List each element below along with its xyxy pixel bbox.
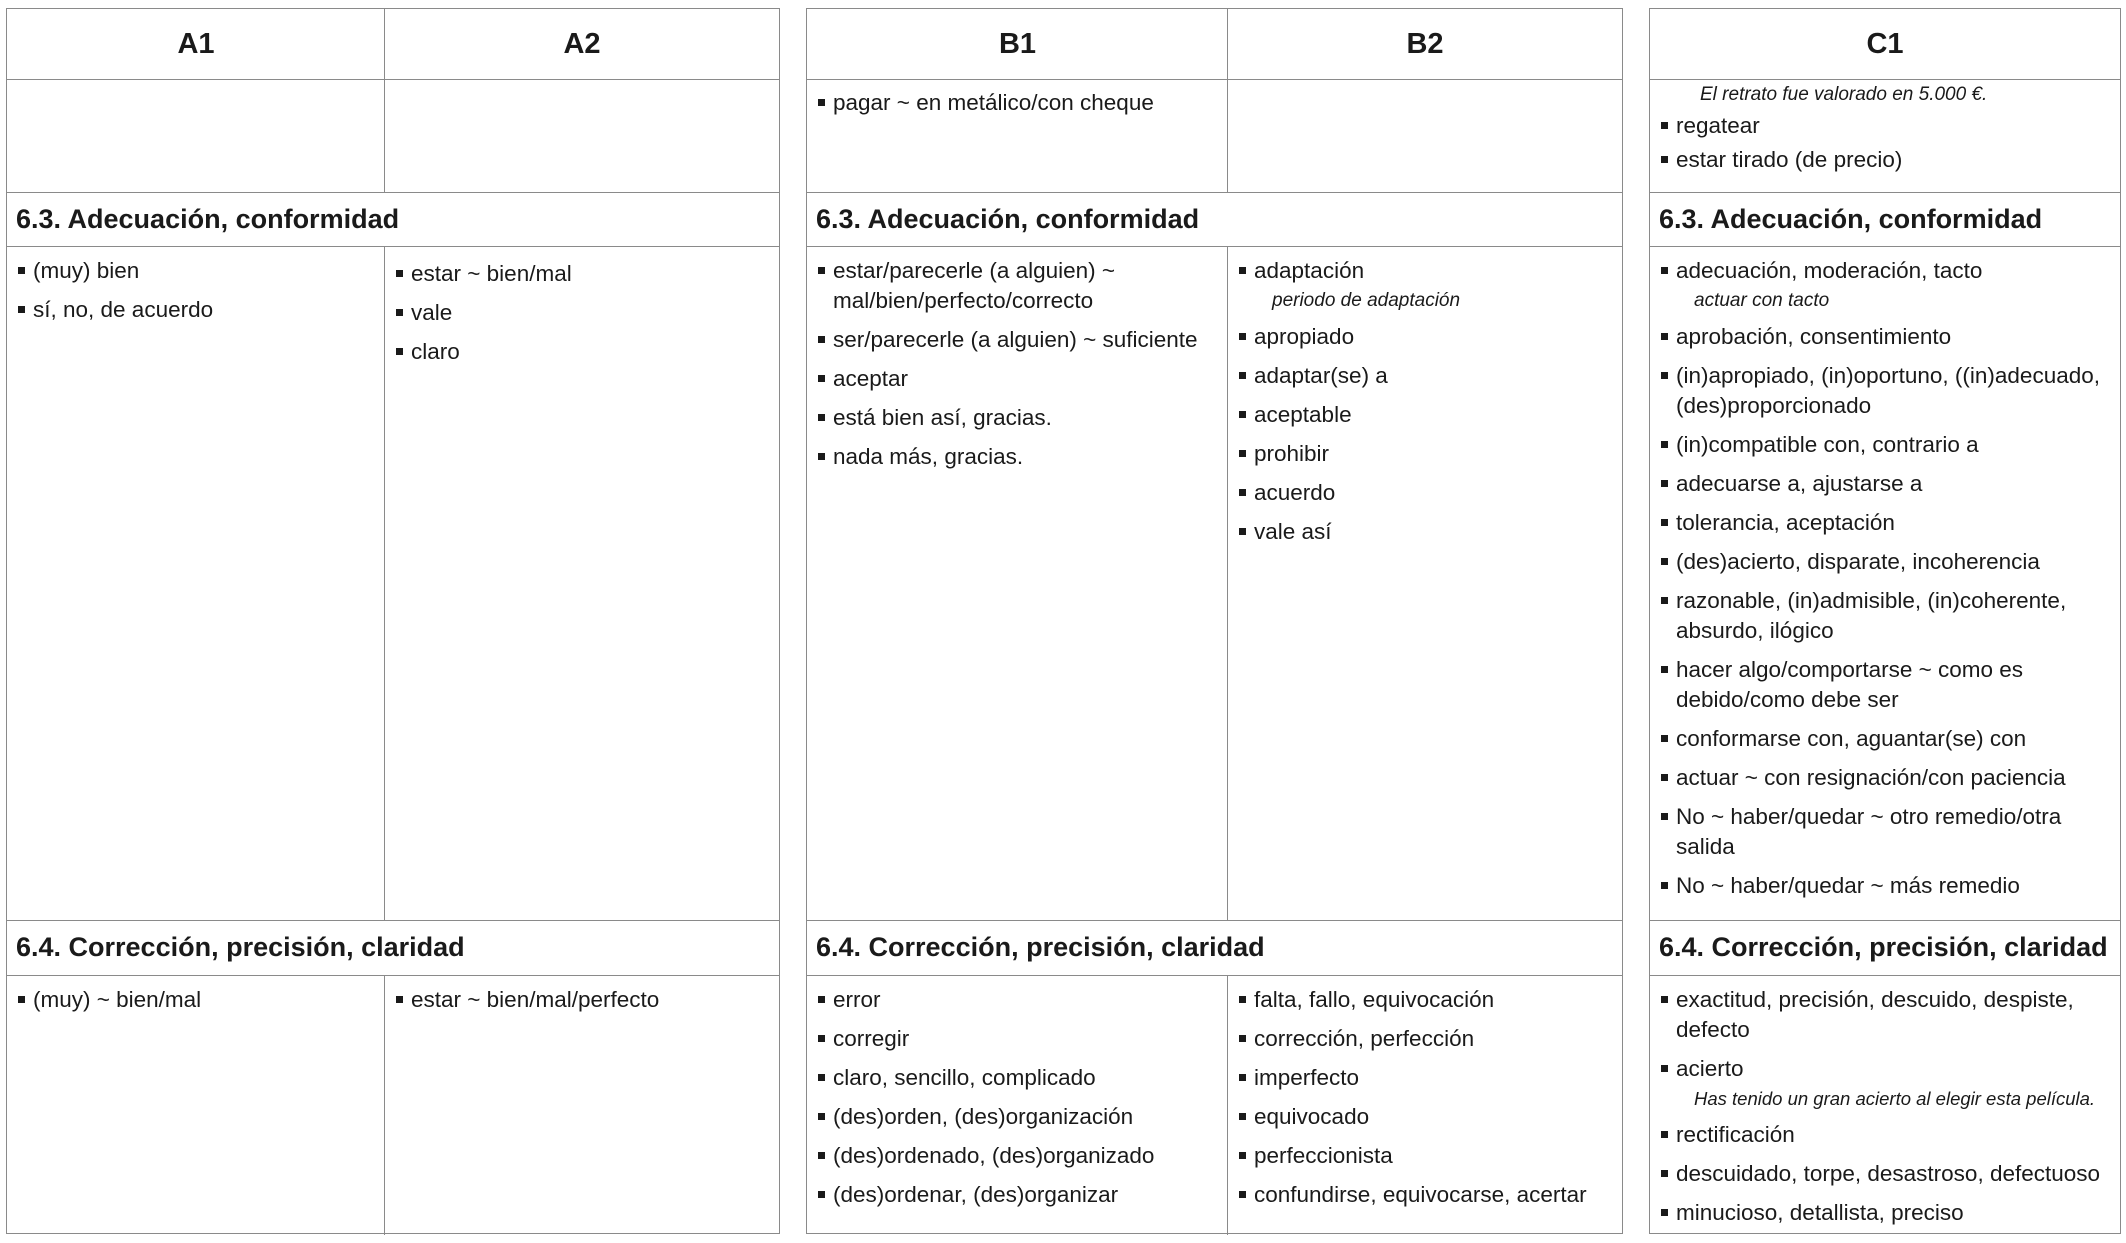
list-item: adecuación, moderación, tacto: [1660, 256, 2114, 286]
list-item: prohibir: [1238, 439, 1616, 469]
cell-6-4-c1: [1650, 985, 2120, 1237]
divider: [807, 246, 1622, 247]
list-item: claro: [395, 337, 773, 367]
list-item: (muy) ~ bien/mal: [17, 985, 378, 1015]
list-item: ser/parecerle (a alguien) ~ suficiente: [817, 325, 1221, 355]
divider: [1650, 975, 2120, 976]
example-item: [1238, 289, 1616, 313]
list-item: regatear: [1660, 111, 2114, 141]
column-header-b1: B1: [998, 27, 1037, 60]
list-item: error: [817, 985, 1221, 1015]
list-item: acuerdo: [1238, 478, 1616, 508]
list-item: estar ~ bien/mal: [395, 259, 773, 289]
header-row-c: [1650, 9, 2120, 80]
cell-6-3-b2: [1228, 256, 1622, 556]
list-item: acierto: [1660, 1054, 2114, 1084]
example-text: Has tenido un gran acierto al elegir esta película.: [1694, 1088, 2096, 1109]
example-item: [1660, 289, 2114, 313]
list-item: exactitud, precisión, descuido, despiste, defecto: [1660, 985, 2114, 1045]
list-item: imperfecto: [1238, 1063, 1616, 1093]
list-item: sí, no, de acuerdo: [17, 295, 378, 325]
divider: [807, 975, 1622, 976]
list-item: minucioso, detallista, preciso: [1660, 1198, 2114, 1228]
section-title-6-4: 6.4. Corrección, precisión, claridad: [16, 931, 465, 962]
column-header-a2: A2: [563, 27, 601, 60]
list-item: corrección, perfección: [1238, 1024, 1616, 1054]
level-block-b: [806, 8, 1623, 1234]
cell-top-b1: [807, 88, 1227, 127]
section-title-6-3: 6.3. Adecuación, conformidad: [1659, 203, 2043, 234]
cell-6-4-b1: [807, 985, 1227, 1219]
list-item: (muy) bien: [17, 256, 378, 286]
section-title-6-4: 6.4. Corrección, precisión, claridad: [816, 931, 1265, 962]
list-item: (in)compatible con, contrario a: [1660, 430, 2114, 460]
example-text: El retrato fue valorado en 5.000 €.: [1700, 84, 1988, 105]
section-title-6-3: 6.3. Adecuación, conformidad: [816, 203, 1200, 234]
list-item: (des)acierto, disparate, incoherencia: [1660, 547, 2114, 577]
list-item: hacer algo/comportarse ~ como es debido/como debe ser: [1660, 655, 2114, 715]
divider: [7, 975, 779, 976]
list-item: descuidado, torpe, desastroso, defectuoso: [1660, 1159, 2114, 1189]
list-item: está bien así, gracias.: [817, 403, 1221, 433]
list-item: corregir: [817, 1024, 1221, 1054]
list-item: (in)apropiado, (in)oportuno, ((in)adecuado, (des)proporcionado: [1660, 361, 2114, 421]
header-row-a: [7, 9, 779, 80]
list-item: (des)orden, (des)organización: [817, 1102, 1221, 1132]
column-header-b2: B2: [1406, 27, 1444, 60]
cell-6-3-b1: [807, 256, 1227, 481]
example-item: [1660, 1087, 2114, 1111]
list-item: estar ~ bien/mal/perfecto: [395, 985, 773, 1015]
divider: [384, 9, 385, 192]
list-item: apropiado: [1238, 322, 1616, 352]
list-item: estar tirado (de precio): [1660, 145, 2114, 175]
list-item: tolerancia, aceptación: [1660, 508, 2114, 538]
list-item: (des)ordenado, (des)organizado: [817, 1141, 1221, 1171]
list-item: confundirse, equivocarse, acertar: [1238, 1180, 1616, 1210]
list-item: No ~ haber/quedar ~ otro remedio/otra salida: [1660, 802, 2114, 862]
example-text: periodo de adaptación: [1272, 290, 1461, 311]
list-item: claro, sencillo, complicado: [817, 1063, 1221, 1093]
list-item: No ~ haber/quedar ~ más remedio: [1660, 871, 2114, 901]
list-item: adaptación: [1238, 256, 1616, 286]
level-block-a: [6, 8, 780, 1234]
cell-6-4-a1: [7, 985, 384, 1024]
list-item: equivocado: [1238, 1102, 1616, 1132]
list-item: razonable, (in)admisible, (in)coherente, absurdo, ilógico: [1660, 586, 2114, 646]
list-item: nada más, gracias.: [817, 442, 1221, 472]
list-item: rectificación: [1660, 1120, 2114, 1150]
list-item: estar/parecerle (a alguien) ~ mal/bien/perfecto/correcto: [817, 256, 1221, 316]
section-title-6-4: 6.4. Corrección, precisión, claridad: [1659, 931, 2108, 962]
cell-6-4-b2: [1228, 985, 1622, 1219]
list-item: aceptable: [1238, 400, 1616, 430]
list-item: aceptar: [817, 364, 1221, 394]
header-row-b: [807, 9, 1622, 80]
column-header-a1: A1: [177, 27, 215, 60]
cell-top-c1: [1650, 83, 2120, 179]
cell-6-3-c1: [1650, 256, 2120, 910]
list-item: pagar ~ en metálico/con cheque: [817, 88, 1221, 118]
cell-6-3-a2: [385, 259, 779, 376]
example-text: actuar con tacto: [1694, 290, 1830, 311]
column-header-c1: C1: [1866, 27, 1904, 60]
list-item: adecuarse a, ajustarse a: [1660, 469, 2114, 499]
list-item: conformarse con, aguantar(se) con: [1660, 724, 2114, 754]
list-item: (des)ordenar, (des)organizar: [817, 1180, 1221, 1210]
list-item: perfeccionista: [1238, 1141, 1616, 1171]
cell-6-4-a2: [385, 985, 779, 1024]
list-item: falta, fallo, equivocación: [1238, 985, 1616, 1015]
list-item: adaptar(se) a: [1238, 361, 1616, 391]
divider: [1227, 9, 1228, 192]
section-title-6-3: 6.3. Adecuación, conformidad: [16, 203, 400, 234]
cell-6-3-a1: [7, 256, 384, 334]
level-block-c: [1649, 8, 2121, 1234]
divider: [1650, 246, 2120, 247]
divider: [7, 246, 779, 247]
list-item: vale: [395, 298, 773, 328]
list-item: aprobación, consentimiento: [1660, 322, 2114, 352]
list-item: vale así: [1238, 517, 1616, 547]
list-item: actuar ~ con resignación/con paciencia: [1660, 763, 2114, 793]
